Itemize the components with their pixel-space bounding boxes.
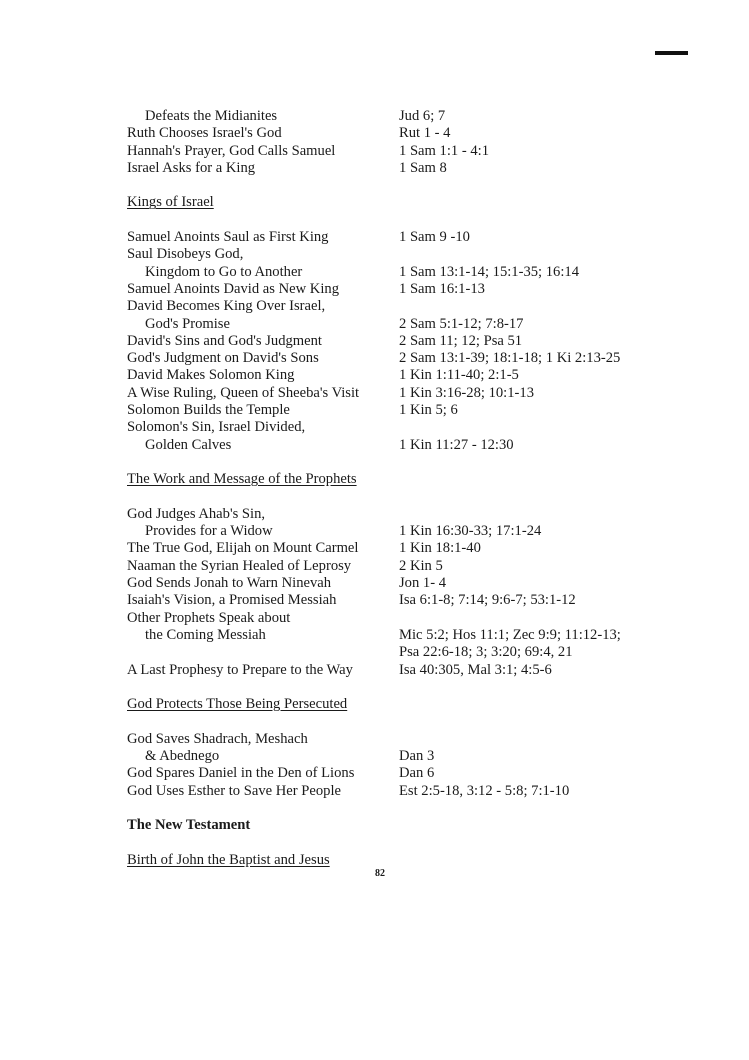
entry-title: A Last Prophesy to Prepare to the Way (127, 661, 353, 678)
entry-row (127, 143, 687, 160)
entry-reference: 1 Kin 1:11-40; 2:1-5 (399, 367, 519, 384)
entry-reference: Rut 1 - 4 (399, 125, 451, 142)
entry-reference: 1 Kin 16:30-33; 17:1-24 (399, 523, 542, 540)
entry-title: David Makes Solomon King (127, 367, 295, 384)
entry-title: A Wise Ruling, Queen of Sheeba's Visit (127, 384, 360, 401)
part-title: The New Testament (127, 817, 251, 834)
entry-reference: Jud 6; 7 (399, 108, 446, 124)
header-rule (655, 51, 688, 55)
entry-reference: Isa 6:1-8; 7:14; 9:6-7; 53:1-12 (399, 592, 576, 609)
entry-row (127, 575, 687, 592)
entry-row (127, 281, 687, 298)
section-heading-row (127, 471, 687, 488)
entry-title: Naaman the Syrian Healed of Leprosy (127, 557, 352, 574)
blank-line (127, 177, 687, 194)
entry-row (127, 125, 687, 142)
entry-row (127, 437, 687, 454)
blank-line (127, 800, 687, 817)
entry-row (127, 298, 687, 315)
entry-row (127, 506, 687, 523)
entry-row (127, 402, 687, 419)
entry-row (127, 662, 687, 679)
entry-row (127, 765, 687, 782)
entry-reference: 2 Sam 5:1-12; 7:8-17 (399, 315, 524, 332)
entry-title: Solomon Builds the Temple (127, 402, 290, 419)
entry-reference: Jon 1- 4 (399, 575, 447, 592)
entry-row (127, 644, 687, 661)
entry-row (127, 540, 687, 557)
entry-title: Israel Asks for a King (127, 159, 256, 176)
section-heading: Kings of Israel (127, 194, 214, 211)
entry-row (127, 246, 687, 263)
entry-row (127, 160, 687, 177)
section-heading: Birth of John the Baptist and Jesus (127, 851, 330, 868)
entry-reference: 1 Kin 5; 6 (399, 402, 458, 419)
entry-reference: 2 Sam 11; 12; Psa 51 (399, 332, 523, 349)
entry-title: God Sends Jonah to Warn Ninevah (127, 575, 332, 592)
entry-title: Provides for a Widow (145, 523, 273, 540)
entry-reference: 2 Kin 5 (399, 557, 443, 574)
section-heading-row (127, 852, 687, 869)
section-heading-row (127, 696, 687, 713)
entry-title: The True God, Elijah on Mount Carmel (127, 540, 359, 557)
entry-row (127, 523, 687, 540)
entry-title: Hannah's Prayer, God Calls Samuel (127, 142, 336, 159)
entry-title: David Becomes King Over Israel, (127, 298, 326, 315)
entry-row (127, 627, 687, 644)
entry-row (127, 419, 687, 436)
entry-title: Isaiah's Vision, a Promised Messiah (127, 592, 337, 609)
entry-title: the Coming Messiah (145, 626, 266, 643)
entry-reference: 1 Sam 16:1-13 (399, 280, 485, 297)
entry-title: Samuel Anoints David as New King (127, 280, 339, 297)
entry-title: Golden Calves (145, 436, 232, 453)
entry-reference: Isa 40:305, Mal 3:1; 4:5-6 (399, 661, 552, 678)
blank-line (127, 713, 687, 730)
entry-row (127, 316, 687, 333)
entry-reference: Mic 5:2; Hos 11:1; Zec 9:9; 11:12-13; (399, 626, 621, 643)
entry-reference: 2 Sam 13:1-39; 18:1-18; 1 Ki 2:13-25 (399, 350, 621, 367)
entry-reference: Est 2:5-18, 3:12 - 5:8; 7:1-10 (399, 782, 570, 799)
blank-line (127, 834, 687, 851)
blank-line (127, 679, 687, 696)
entry-row (127, 558, 687, 575)
entry-reference: 1 Kin 3:16-28; 10:1-13 (399, 384, 534, 401)
entry-title: David's Sins and God's Judgment (127, 332, 322, 349)
entry-title: God Uses Esther to Save Her People (127, 782, 341, 799)
entry-reference: 1 Sam 1:1 - 4:1 (399, 142, 489, 159)
entry-row (127, 333, 687, 350)
section-heading: God Protects Those Being Persecuted (127, 696, 348, 713)
entry-row (127, 731, 687, 748)
entry-title: God's Judgment on David's Sons (127, 350, 319, 367)
scripture-index (127, 108, 687, 869)
entry-title: God Saves Shadrach, Meshach (127, 730, 308, 747)
entry-row (127, 385, 687, 402)
entry-row (127, 783, 687, 800)
entry-row (127, 748, 687, 765)
entry-title: & Abednego (145, 747, 220, 764)
entry-reference: Dan 3 (399, 747, 435, 764)
entry-title: God Judges Ahab's Sin, (127, 505, 266, 522)
entry-row (127, 350, 687, 367)
entry-reference: 1 Kin 11:27 - 12:30 (399, 436, 514, 453)
entry-title: Ruth Chooses Israel's God (127, 125, 282, 142)
entry-reference: 1 Sam 13:1-14; 15:1-35; 16:14 (399, 263, 579, 280)
entry-title: Defeats the Midianites (145, 108, 278, 124)
blank-line (127, 454, 687, 471)
entry-row (127, 367, 687, 384)
entry-row (127, 229, 687, 246)
entry-title: Other Prophets Speak about (127, 609, 291, 626)
section-heading-row (127, 194, 687, 211)
entry-row (127, 610, 687, 627)
section-heading: The Work and Message of the Prophets (127, 471, 357, 488)
entry-title: Samuel Anoints Saul as First King (127, 229, 329, 246)
entry-reference: Psa 22:6-18; 3; 3:20; 69:4, 21 (399, 644, 573, 661)
entry-title: Saul Disobeys God, (127, 246, 244, 263)
entry-title: Solomon's Sin, Israel Divided, (127, 419, 306, 436)
entry-reference: 1 Sam 8 (399, 159, 447, 176)
entry-title: God's Promise (145, 315, 230, 332)
entry-row (127, 108, 687, 125)
blank-line (127, 489, 687, 506)
entry-row (127, 264, 687, 281)
entry-reference: 1 Sam 9 -10 (399, 229, 470, 246)
entry-title: Kingdom to Go to Another (145, 263, 303, 280)
entry-reference: 1 Kin 18:1-40 (399, 540, 481, 557)
entry-reference: Dan 6 (399, 765, 435, 782)
part-title-row (127, 817, 687, 834)
blank-line (127, 212, 687, 229)
page-number: 82 (375, 868, 385, 879)
entry-title: God Spares Daniel in the Den of Lions (127, 765, 355, 782)
entry-row (127, 592, 687, 609)
